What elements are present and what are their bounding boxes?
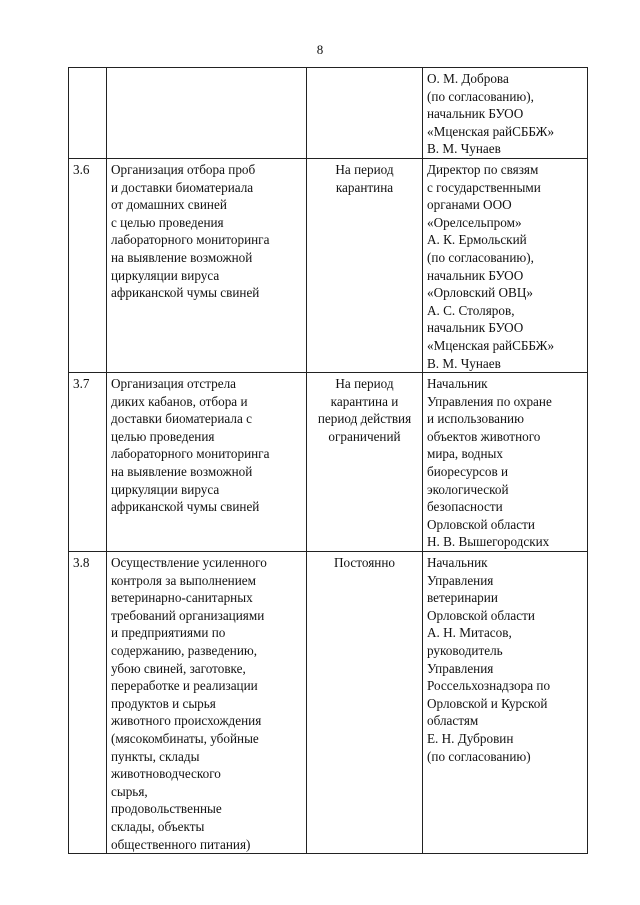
term-cell [307, 68, 423, 159]
row-number-cell: 3.6 [69, 158, 107, 372]
action-cell: Осуществление усиленного контроля за выполнением ветеринарно-санитарных требований организациями и предприятиями по содержанию, разведению, убою свиней, заготовке, переработке и реализации продуктов и сырья животного происхождения (мясокомбинаты, убойные пункты, склады животноводческого сырья, продовольственные склады, объекты общественного питания) [107, 552, 307, 854]
row-number-cell [69, 68, 107, 159]
term-cell: На период карантина [307, 158, 423, 372]
table-row [69, 158, 588, 372]
responsible-cell: Начальник Управления ветеринарии Орловской области А. Н. Митасов, руководитель Управления Россельхознадзора по Орловской и Курской областям Е. Н. Дубровин (по согласованию) [423, 552, 588, 854]
table-row [69, 68, 588, 159]
table-row [69, 373, 588, 552]
term-cell: На период карантина и период действия ограничений [307, 373, 423, 552]
term-cell: Постоянно [307, 552, 423, 854]
action-cell [107, 68, 307, 159]
measures-table [68, 67, 588, 854]
responsible-cell: Директор по связям с государственными органами ООО «Орелсельпром» А. К. Ермольский (по согласованию), начальник БУОО «Орловский ОВЦ» А. С. Столяров, начальник БУОО «Мценская райСББЖ» В. М. Чунаев [423, 158, 588, 372]
action-cell: Организация отстрела диких кабанов, отбора и доставки биоматериала с целью проведения лабораторного мониторинга на выявление возможной циркуляции вируса африканской чумы свиней [107, 373, 307, 552]
page-number: 8 [316, 42, 324, 57]
action-cell: Организация отбора проб и доставки биоматериала от домашних свиней с целью проведения лабораторного мониторинга на выявление возможной циркуляции вируса африканской чумы свиней [107, 158, 307, 372]
table-row [69, 552, 588, 854]
row-number-cell: 3.7 [69, 373, 107, 552]
responsible-cell: Начальник Управления по охране и использованию объектов животного мира, водных биоресурсов и экологической безопасности Орловской области Н. В. Вышегородских [423, 373, 588, 552]
row-number-cell: 3.8 [69, 552, 107, 854]
responsible-cell: О. М. Доброва (по согласованию), начальник БУОО «Мценская райСББЖ» В. М. Чунаев [423, 68, 588, 159]
